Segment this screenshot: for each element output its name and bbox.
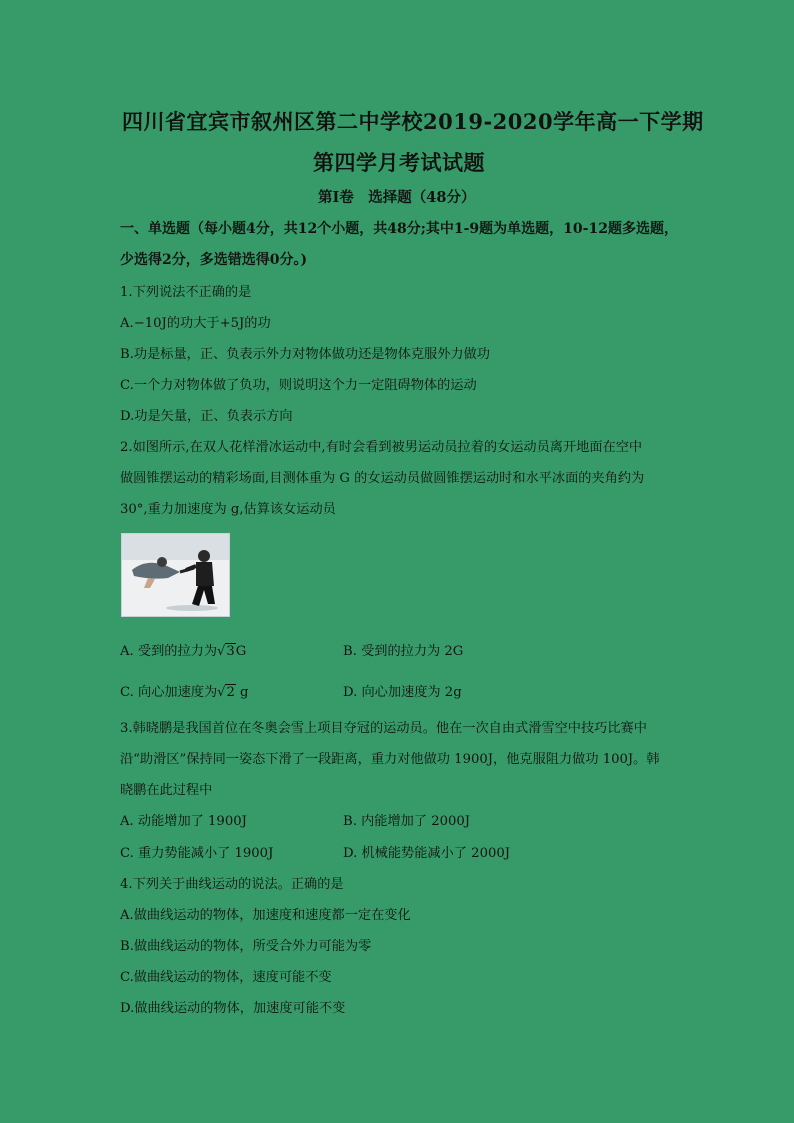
q3-stem-line2: 沿“助滑区”保持同一姿态下滑了一段距离，重力对他做功 1900J，他克服阻力做功 100J。韩 — [120, 752, 660, 767]
q1-option-b: B.功是标量，正、负表示外力对物体做功还是物体克服外力做功 — [120, 347, 490, 362]
q2-option-c-radicand: 2 — [226, 685, 235, 700]
q2-option-c-unit: g — [240, 685, 249, 700]
sqrt-symbol: √3 — [217, 644, 235, 659]
q4-option-a: A.做曲线运动的物体，加速度和速度都一定在变化 — [120, 908, 411, 923]
figure-skating-photo — [121, 533, 230, 617]
q4-stem: 4.下列关于曲线运动的说法。正确的是 — [120, 877, 344, 892]
doc-title-line1: 四川省宜宾市叙州区第二中学校2019-2020学年高一下学期 — [122, 109, 704, 134]
q4-option-d: D.做曲线运动的物体，加速度可能不变 — [120, 1001, 346, 1016]
sqrt-symbol: √2 — [217, 685, 235, 700]
q2-option-d: D. 向心加速度为 2g — [343, 685, 462, 700]
q3-stem-line3: 晓鹏在此过程中 — [120, 783, 213, 798]
q2-option-a-radicand: 3 — [226, 644, 235, 659]
q2-option-a-unit: G — [235, 644, 247, 659]
doc-title-line2: 第四学月考试试题 — [313, 150, 485, 175]
instructions-line2: 少选得2分，多选错选得0分。) — [120, 252, 308, 268]
q3-option-d: D. 机械能势能减小了 2000J — [343, 846, 511, 861]
skaters-icon — [122, 534, 229, 616]
q4-option-c: C.做曲线运动的物体，速度可能不变 — [120, 970, 332, 985]
q3-option-c: C. 重力势能减小了 1900J — [120, 846, 274, 861]
section-heading: 第Ⅰ卷 选择题（48分） — [318, 189, 476, 206]
q1-option-d: D.功是矢量，正、负表示方向 — [120, 409, 293, 424]
q1-stem: 1.下列说法不正确的是 — [120, 285, 252, 300]
instructions-line1: 一、单选题（每小题4分，共12个小题，共48分;其中1-9题为单选题，10-12题多选题， — [120, 221, 678, 237]
q2-stem-line3: 30°,重力加速度为 g,估算该女运动员 — [120, 502, 336, 517]
q2-option-c — [120, 681, 248, 700]
q2-option-c-label: C. 向心加速度为 — [120, 685, 218, 700]
q3-option-a: A. 动能增加了 1900J — [120, 814, 247, 829]
q1-option-a: A.−10J的功大于+5J的功 — [120, 316, 271, 331]
q2-stem-line1: 2.如图所示,在双人花样滑冰运动中,有时会看到被男运动员拉着的女运动员离开地面在空中 — [120, 440, 643, 455]
q2-option-a — [120, 640, 246, 659]
q3-stem-line1: 3.韩晓鹏是我国首位在冬奥会雪上项目夺冠的运动员。他在一次自由式滑雪空中技巧比赛中 — [120, 721, 647, 736]
q2-option-a-label: A. 受到的拉力为 — [120, 644, 218, 659]
q2-option-b: B. 受到的拉力为 2G — [343, 644, 464, 659]
q4-option-b: B.做曲线运动的物体，所受合外力可能为零 — [120, 939, 372, 954]
q3-option-b: B. 内能增加了 2000J — [343, 814, 471, 829]
q1-option-c: C.一个力对物体做了负功，则说明这个力一定阻碍物体的运动 — [120, 378, 477, 393]
q2-stem-line2: 做圆锥摆运动的精彩场面,目测体重为 G 的女运动员做圆锥摆运动时和水平冰面的夹角约为 — [120, 471, 645, 486]
